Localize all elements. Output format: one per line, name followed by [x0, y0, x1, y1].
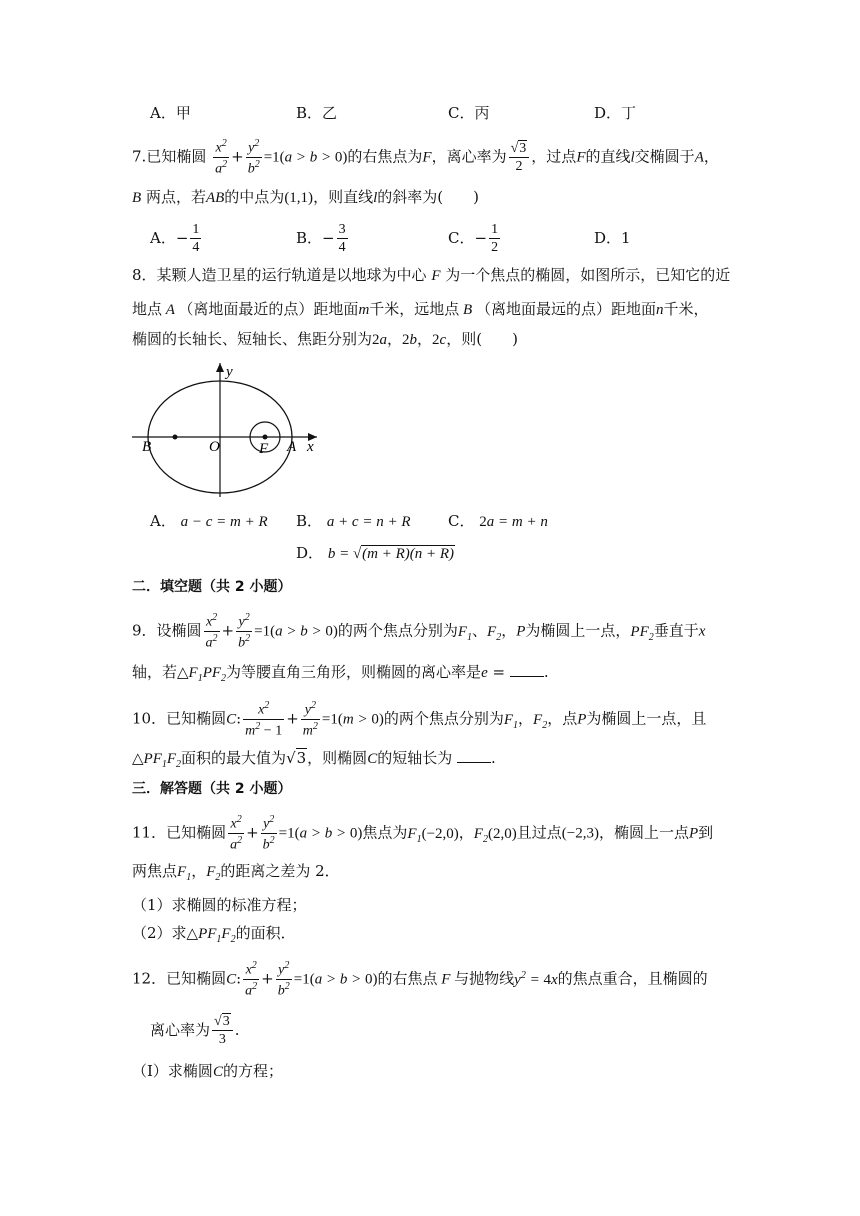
- q12-line2: 离心率为 $\frac{√3}{3}$ .: [150, 1014, 240, 1048]
- label-f: F: [259, 441, 269, 457]
- label-b: B: [142, 439, 152, 455]
- q8-line1: 8．某颗人造卫星的运行轨道是以地球为中心 F 为一个焦点的椭圆，如图所示，已知它的近: [132, 266, 731, 284]
- y-axis-arrow: [216, 363, 224, 372]
- q11-line2: 两焦点$F_1$，$F_2$的距离之差为 2．: [132, 862, 340, 883]
- q8-option-c: C． 2a = m + n: [448, 512, 548, 530]
- section-solution-heading: 三．解答题（共 2 小题）: [132, 781, 292, 797]
- q11-part2: （2）求$\triangle PF_1F_2$的面积．: [132, 924, 296, 945]
- q9-line2: 轴，若$\triangle F_1PF_2$为等腰直角三角形，则椭圆的离心率是e = .: [132, 663, 549, 684]
- q7-option-b: B．− $\frac{3}{4}$: [296, 222, 346, 256]
- q7-line2: B 两点，若AB的中点为(1,1)，则直线l的斜率为( ): [132, 188, 479, 206]
- q8-line2: 地点 A （离地面最近的点）距地面m千米，远地点 B （离地面最远的点）距地面n千米，: [132, 300, 709, 318]
- q6-option-d: D．丁: [594, 104, 637, 122]
- label-o: O: [209, 439, 220, 455]
- focus-left-point: [173, 435, 178, 440]
- section-fill-in-heading: 二．填空题（共 2 小题）: [132, 579, 292, 595]
- q11-part1: （1）求椭圆的标准方程；: [132, 896, 307, 914]
- label-y: y: [226, 364, 233, 380]
- q6-option-a: A．甲: [150, 104, 191, 122]
- q8-option-a: A． a − c = m + R: [150, 512, 268, 530]
- q8-option-b: B． a + c = n + R: [296, 512, 411, 530]
- q7-option-d: D．1: [594, 229, 631, 247]
- q11-line1: 11．已知椭圆 $\frac{x^2}{a^2}$ + $\frac{y^2}{b^2}$ =1(a > b > 0)焦点为$F_1(-2,0)$，$F_2(2,0)$且过点(−2,3)，椭圆上一点P到: [132, 814, 714, 853]
- q10-line2: $\triangle PF_1F_2$面积的最大值为√3，则椭圆C的短轴长为 .: [132, 749, 496, 770]
- q10-line1: 10．已知椭圆C: $\frac{x^2}{m^2 - 1}$ + $\frac{y^2}{m^2}$ =1(m > 0)的两个焦点分别为$F_1$，$F_2$，点P为椭圆上一点，且: [132, 700, 707, 739]
- q7-option-c: C．− $\frac{1}{2}$: [448, 222, 499, 256]
- q8-option-d: D． b = √(m + R)(n + R): [296, 544, 455, 562]
- q10-answer-blank[interactable]: [457, 750, 491, 763]
- q7-line1: 7.已知椭圆 $\frac{x^2}{a^2}$ + $\frac{y^2}{b^2}$ =1(a > b > 0)的右焦点为F，离心率为 $\frac{√3}{2}$ ，过点F的直线l交椭圆于A，: [132, 138, 719, 177]
- q6-option-c: C．丙: [448, 104, 490, 122]
- focus-f-point: [263, 435, 268, 440]
- q8-line3: 椭圆的长轴长、短轴长、焦距分别为2a，2b，2c，则( ): [132, 330, 518, 348]
- q9-answer-blank[interactable]: [510, 664, 544, 677]
- label-a: A: [287, 439, 297, 455]
- q6-option-b: B．乙: [296, 104, 338, 122]
- q9-line1: 9．设椭圆 $\frac{x^2}{a^2}$ + $\frac{y^2}{b^2}$ =1(a > b > 0)的两个焦点分别为$F_1$、$F_2$，P为椭圆上一点，$PF_2$垂直于x: [132, 612, 706, 651]
- q12-part1: （Ⅰ）求椭圆C的方程；: [132, 1062, 283, 1080]
- q12-line1: 12．已知椭圆C: $\frac{x^2}{a^2}$ + $\frac{y^2}{b^2}$ =1(a > b > 0)的右焦点 F 与抛物线$y^2 = 4x$的焦点重合，且椭圆的: [132, 960, 708, 999]
- ellipse-orbit-figure: [132, 363, 322, 503]
- q7-option-a: A．− $\frac{1}{4}$: [150, 222, 200, 256]
- label-x: x: [307, 439, 314, 455]
